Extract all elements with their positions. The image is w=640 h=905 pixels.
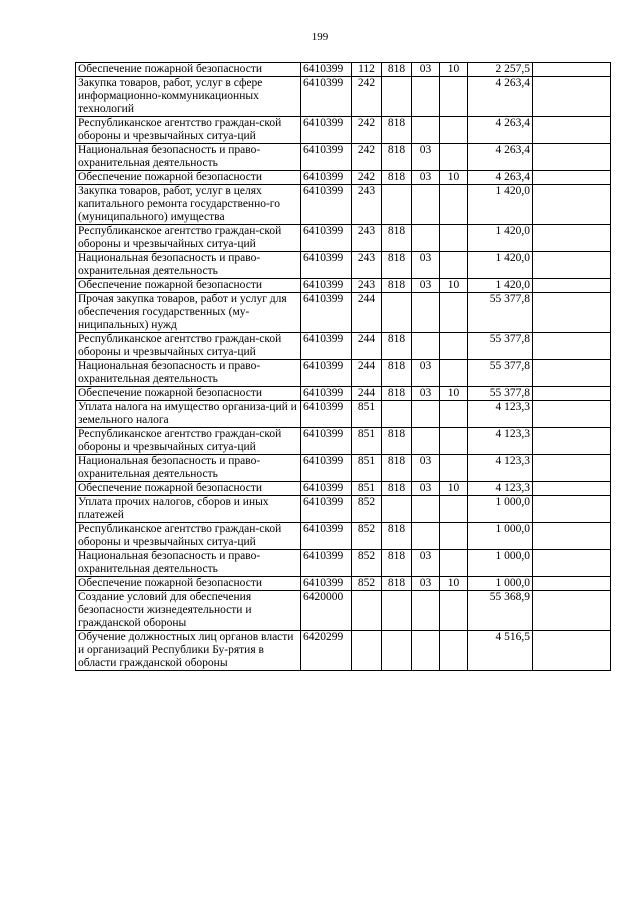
amount-cell: 4 123,3 xyxy=(468,401,533,428)
ministry-code-cell: 818 xyxy=(382,577,412,591)
target-code-cell: 6410399 xyxy=(301,171,352,185)
amount-cell: 55 377,8 xyxy=(468,360,533,387)
row-name-cell: Закупка товаров, работ, услуг в целях капитального ремонта государственно-го (муниципального) имущества xyxy=(76,185,301,225)
row-name-cell: Закупка товаров, работ, услуг в сфере информационно-коммуникационных технологий xyxy=(76,77,301,117)
extra-cell xyxy=(533,455,611,482)
amount-cell: 1 000,0 xyxy=(468,550,533,577)
amount-cell: 4 123,3 xyxy=(468,428,533,455)
table-row xyxy=(76,387,611,401)
table-row xyxy=(76,428,611,455)
extra-cell xyxy=(533,77,611,117)
extra-cell xyxy=(533,428,611,455)
table-row xyxy=(76,144,611,171)
row-name-cell: Национальная безопасность и право-охранительная деятельность xyxy=(76,455,301,482)
ministry-code-cell: 818 xyxy=(382,428,412,455)
section-code-cell: 03 xyxy=(412,279,440,293)
table-row xyxy=(76,591,611,631)
table-row xyxy=(76,482,611,496)
target-code-cell: 6410399 xyxy=(301,77,352,117)
expense-code-cell: 112 xyxy=(352,63,382,77)
expense-code-cell: 851 xyxy=(352,428,382,455)
expense-code-cell: 242 xyxy=(352,117,382,144)
ministry-code-cell xyxy=(382,293,412,333)
ministry-code-cell: 818 xyxy=(382,387,412,401)
expense-code-cell xyxy=(352,591,382,631)
expense-code-cell: 242 xyxy=(352,144,382,171)
row-name-cell: Национальная безопасность и право-охранительная деятельность xyxy=(76,550,301,577)
section-code-cell: 03 xyxy=(412,550,440,577)
target-code-cell: 6410399 xyxy=(301,252,352,279)
target-code-cell: 6410399 xyxy=(301,523,352,550)
target-code-cell: 6410399 xyxy=(301,63,352,77)
ministry-code-cell xyxy=(382,401,412,428)
ministry-code-cell: 818 xyxy=(382,63,412,77)
extra-cell xyxy=(533,117,611,144)
page-number: 199 xyxy=(311,31,329,43)
section-code-cell xyxy=(412,591,440,631)
section-code-cell xyxy=(412,428,440,455)
amount-cell: 4 263,4 xyxy=(468,77,533,117)
extra-cell xyxy=(533,523,611,550)
amount-cell: 4 263,4 xyxy=(468,171,533,185)
table-row xyxy=(76,63,611,77)
section-code-cell: 03 xyxy=(412,360,440,387)
ministry-code-cell: 818 xyxy=(382,252,412,279)
subsection-code-cell xyxy=(440,455,468,482)
target-code-cell: 6410399 xyxy=(301,225,352,252)
subsection-code-cell xyxy=(440,77,468,117)
subsection-code-cell: 10 xyxy=(440,387,468,401)
subsection-code-cell xyxy=(440,144,468,171)
amount-cell: 1 000,0 xyxy=(468,523,533,550)
target-code-cell: 6410399 xyxy=(301,144,352,171)
target-code-cell: 6420000 xyxy=(301,591,352,631)
amount-cell: 4 123,3 xyxy=(468,482,533,496)
ministry-code-cell: 818 xyxy=(382,455,412,482)
expense-code-cell: 852 xyxy=(352,550,382,577)
ministry-code-cell: 818 xyxy=(382,482,412,496)
extra-cell xyxy=(533,279,611,293)
amount-cell: 4 516,5 xyxy=(468,631,533,671)
section-code-cell xyxy=(412,293,440,333)
table-row xyxy=(76,252,611,279)
expense-code-cell: 852 xyxy=(352,577,382,591)
extra-cell xyxy=(533,63,611,77)
table-row xyxy=(76,455,611,482)
target-code-cell: 6410399 xyxy=(301,496,352,523)
ministry-code-cell: 818 xyxy=(382,144,412,171)
amount-cell: 55 377,8 xyxy=(468,293,533,333)
ministry-code-cell xyxy=(382,496,412,523)
subsection-code-cell xyxy=(440,293,468,333)
amount-cell: 4 263,4 xyxy=(468,117,533,144)
table-row xyxy=(76,496,611,523)
table-row xyxy=(76,523,611,550)
row-name-cell: Уплата прочих налогов, сборов и иных платежей xyxy=(76,496,301,523)
table-row xyxy=(76,333,611,360)
target-code-cell: 6420299 xyxy=(301,631,352,671)
amount-cell: 1 420,0 xyxy=(468,279,533,293)
extra-cell xyxy=(533,360,611,387)
expense-code-cell: 243 xyxy=(352,252,382,279)
target-code-cell: 6410399 xyxy=(301,428,352,455)
subsection-code-cell: 10 xyxy=(440,482,468,496)
row-name-cell: Национальная безопасность и право-охранительная деятельность xyxy=(76,144,301,171)
extra-cell xyxy=(533,591,611,631)
row-name-cell: Обеспечение пожарной безопасности xyxy=(76,387,301,401)
expense-code-cell: 852 xyxy=(352,496,382,523)
amount-cell: 4 263,4 xyxy=(468,144,533,171)
row-name-cell: Республиканское агентство граждан-ской обороны и чрезвычайных ситуа-ций xyxy=(76,225,301,252)
subsection-code-cell xyxy=(440,496,468,523)
row-name-cell: Обеспечение пожарной безопасности xyxy=(76,63,301,77)
section-code-cell: 03 xyxy=(412,171,440,185)
section-code-cell xyxy=(412,401,440,428)
table-row xyxy=(76,360,611,387)
table-row xyxy=(76,171,611,185)
row-name-cell: Республиканское агентство граждан-ской обороны и чрезвычайных ситуа-ций xyxy=(76,333,301,360)
subsection-code-cell xyxy=(440,591,468,631)
subsection-code-cell xyxy=(440,333,468,360)
target-code-cell: 6410399 xyxy=(301,387,352,401)
expense-code-cell: 244 xyxy=(352,360,382,387)
amount-cell: 1 000,0 xyxy=(468,577,533,591)
table-row xyxy=(76,77,611,117)
target-code-cell: 6410399 xyxy=(301,360,352,387)
extra-cell xyxy=(533,631,611,671)
row-name-cell: Прочая закупка товаров, работ и услуг для обеспечения государственных (му-ниципальных) нужд xyxy=(76,293,301,333)
section-code-cell xyxy=(412,117,440,144)
extra-cell xyxy=(533,252,611,279)
subsection-code-cell xyxy=(440,117,468,144)
subsection-code-cell xyxy=(440,428,468,455)
row-name-cell: Республиканское агентство граждан-ской обороны и чрезвычайных ситуа-ций xyxy=(76,117,301,144)
extra-cell xyxy=(533,482,611,496)
extra-cell xyxy=(533,401,611,428)
subsection-code-cell: 10 xyxy=(440,171,468,185)
row-name-cell: Национальная безопасность и право-охранительная деятельность xyxy=(76,360,301,387)
target-code-cell: 6410399 xyxy=(301,293,352,333)
expense-code-cell: 243 xyxy=(352,185,382,225)
ministry-code-cell xyxy=(382,77,412,117)
expense-code-cell: 244 xyxy=(352,293,382,333)
table-row xyxy=(76,577,611,591)
section-code-cell: 03 xyxy=(412,455,440,482)
extra-cell xyxy=(533,550,611,577)
target-code-cell: 6410399 xyxy=(301,185,352,225)
target-code-cell: 6410399 xyxy=(301,482,352,496)
subsection-code-cell: 10 xyxy=(440,279,468,293)
expense-code-cell: 243 xyxy=(352,225,382,252)
table-body xyxy=(76,63,611,671)
row-name-cell: Создание условий для обеспечения безопасности жизнедеятельности и гражданской обороны xyxy=(76,591,301,631)
ministry-code-cell: 818 xyxy=(382,523,412,550)
ministry-code-cell: 818 xyxy=(382,171,412,185)
expense-code-cell: 851 xyxy=(352,401,382,428)
section-code-cell: 03 xyxy=(412,482,440,496)
target-code-cell: 6410399 xyxy=(301,117,352,144)
table-row xyxy=(76,631,611,671)
section-code-cell xyxy=(412,523,440,550)
extra-cell xyxy=(533,577,611,591)
ministry-code-cell: 818 xyxy=(382,279,412,293)
extra-cell xyxy=(533,387,611,401)
expense-code-cell: 242 xyxy=(352,77,382,117)
ministry-code-cell: 818 xyxy=(382,225,412,252)
expense-code-cell xyxy=(352,631,382,671)
amount-cell: 55 377,8 xyxy=(468,333,533,360)
expense-code-cell: 244 xyxy=(352,333,382,360)
ministry-code-cell xyxy=(382,185,412,225)
table-row xyxy=(76,117,611,144)
target-code-cell: 6410399 xyxy=(301,455,352,482)
target-code-cell: 6410399 xyxy=(301,550,352,577)
extra-cell xyxy=(533,185,611,225)
amount-cell: 1 420,0 xyxy=(468,185,533,225)
expense-code-cell: 852 xyxy=(352,523,382,550)
extra-cell xyxy=(533,225,611,252)
row-name-cell: Обеспечение пожарной безопасности xyxy=(76,171,301,185)
extra-cell xyxy=(533,496,611,523)
table-row xyxy=(76,293,611,333)
ministry-code-cell: 818 xyxy=(382,550,412,577)
row-name-cell: Национальная безопасность и право-охранительная деятельность xyxy=(76,252,301,279)
expense-code-cell: 243 xyxy=(352,279,382,293)
amount-cell: 55 377,8 xyxy=(468,387,533,401)
table-row xyxy=(76,185,611,225)
table-row xyxy=(76,279,611,293)
extra-cell xyxy=(533,293,611,333)
section-code-cell: 03 xyxy=(412,252,440,279)
ministry-code-cell: 818 xyxy=(382,333,412,360)
subsection-code-cell xyxy=(440,550,468,577)
section-code-cell xyxy=(412,77,440,117)
table-row xyxy=(76,225,611,252)
row-name-cell: Обеспечение пожарной безопасности xyxy=(76,482,301,496)
amount-cell: 1 420,0 xyxy=(468,252,533,279)
row-name-cell: Уплата налога на имущество организа-ций и земельного налога xyxy=(76,401,301,428)
amount-cell: 55 368,9 xyxy=(468,591,533,631)
target-code-cell: 6410399 xyxy=(301,279,352,293)
section-code-cell xyxy=(412,333,440,360)
row-name-cell: Республиканское агентство граждан-ской обороны и чрезвычайных ситуа-ций xyxy=(76,428,301,455)
subsection-code-cell xyxy=(440,401,468,428)
ministry-code-cell: 818 xyxy=(382,117,412,144)
amount-cell: 4 123,3 xyxy=(468,455,533,482)
table-row xyxy=(76,401,611,428)
extra-cell xyxy=(533,171,611,185)
subsection-code-cell xyxy=(440,225,468,252)
table-row xyxy=(76,550,611,577)
section-code-cell: 03 xyxy=(412,577,440,591)
expense-code-cell: 242 xyxy=(352,171,382,185)
row-name-cell: Республиканское агентство граждан-ской обороны и чрезвычайных ситуа-ций xyxy=(76,523,301,550)
subsection-code-cell: 10 xyxy=(440,577,468,591)
section-code-cell: 03 xyxy=(412,63,440,77)
extra-cell xyxy=(533,333,611,360)
expense-code-cell: 851 xyxy=(352,482,382,496)
amount-cell: 1 420,0 xyxy=(468,225,533,252)
expense-code-cell: 851 xyxy=(352,455,382,482)
target-code-cell: 6410399 xyxy=(301,333,352,360)
subsection-code-cell xyxy=(440,185,468,225)
expense-code-cell: 244 xyxy=(352,387,382,401)
budget-table xyxy=(75,62,611,671)
section-code-cell xyxy=(412,225,440,252)
extra-cell xyxy=(533,144,611,171)
section-code-cell: 03 xyxy=(412,387,440,401)
subsection-code-cell xyxy=(440,523,468,550)
ministry-code-cell xyxy=(382,631,412,671)
section-code-cell xyxy=(412,631,440,671)
ministry-code-cell: 818 xyxy=(382,360,412,387)
section-code-cell: 03 xyxy=(412,144,440,171)
target-code-cell: 6410399 xyxy=(301,577,352,591)
section-code-cell xyxy=(412,185,440,225)
subsection-code-cell xyxy=(440,252,468,279)
row-name-cell: Обучение должностных лиц органов власти и организаций Республики Бу-рятия в области гражданской обороны xyxy=(76,631,301,671)
target-code-cell: 6410399 xyxy=(301,401,352,428)
amount-cell: 1 000,0 xyxy=(468,496,533,523)
amount-cell: 2 257,5 xyxy=(468,63,533,77)
subsection-code-cell xyxy=(440,631,468,671)
row-name-cell: Обеспечение пожарной безопасности xyxy=(76,577,301,591)
subsection-code-cell xyxy=(440,360,468,387)
subsection-code-cell: 10 xyxy=(440,63,468,77)
row-name-cell: Обеспечение пожарной безопасности xyxy=(76,279,301,293)
ministry-code-cell xyxy=(382,591,412,631)
section-code-cell xyxy=(412,496,440,523)
